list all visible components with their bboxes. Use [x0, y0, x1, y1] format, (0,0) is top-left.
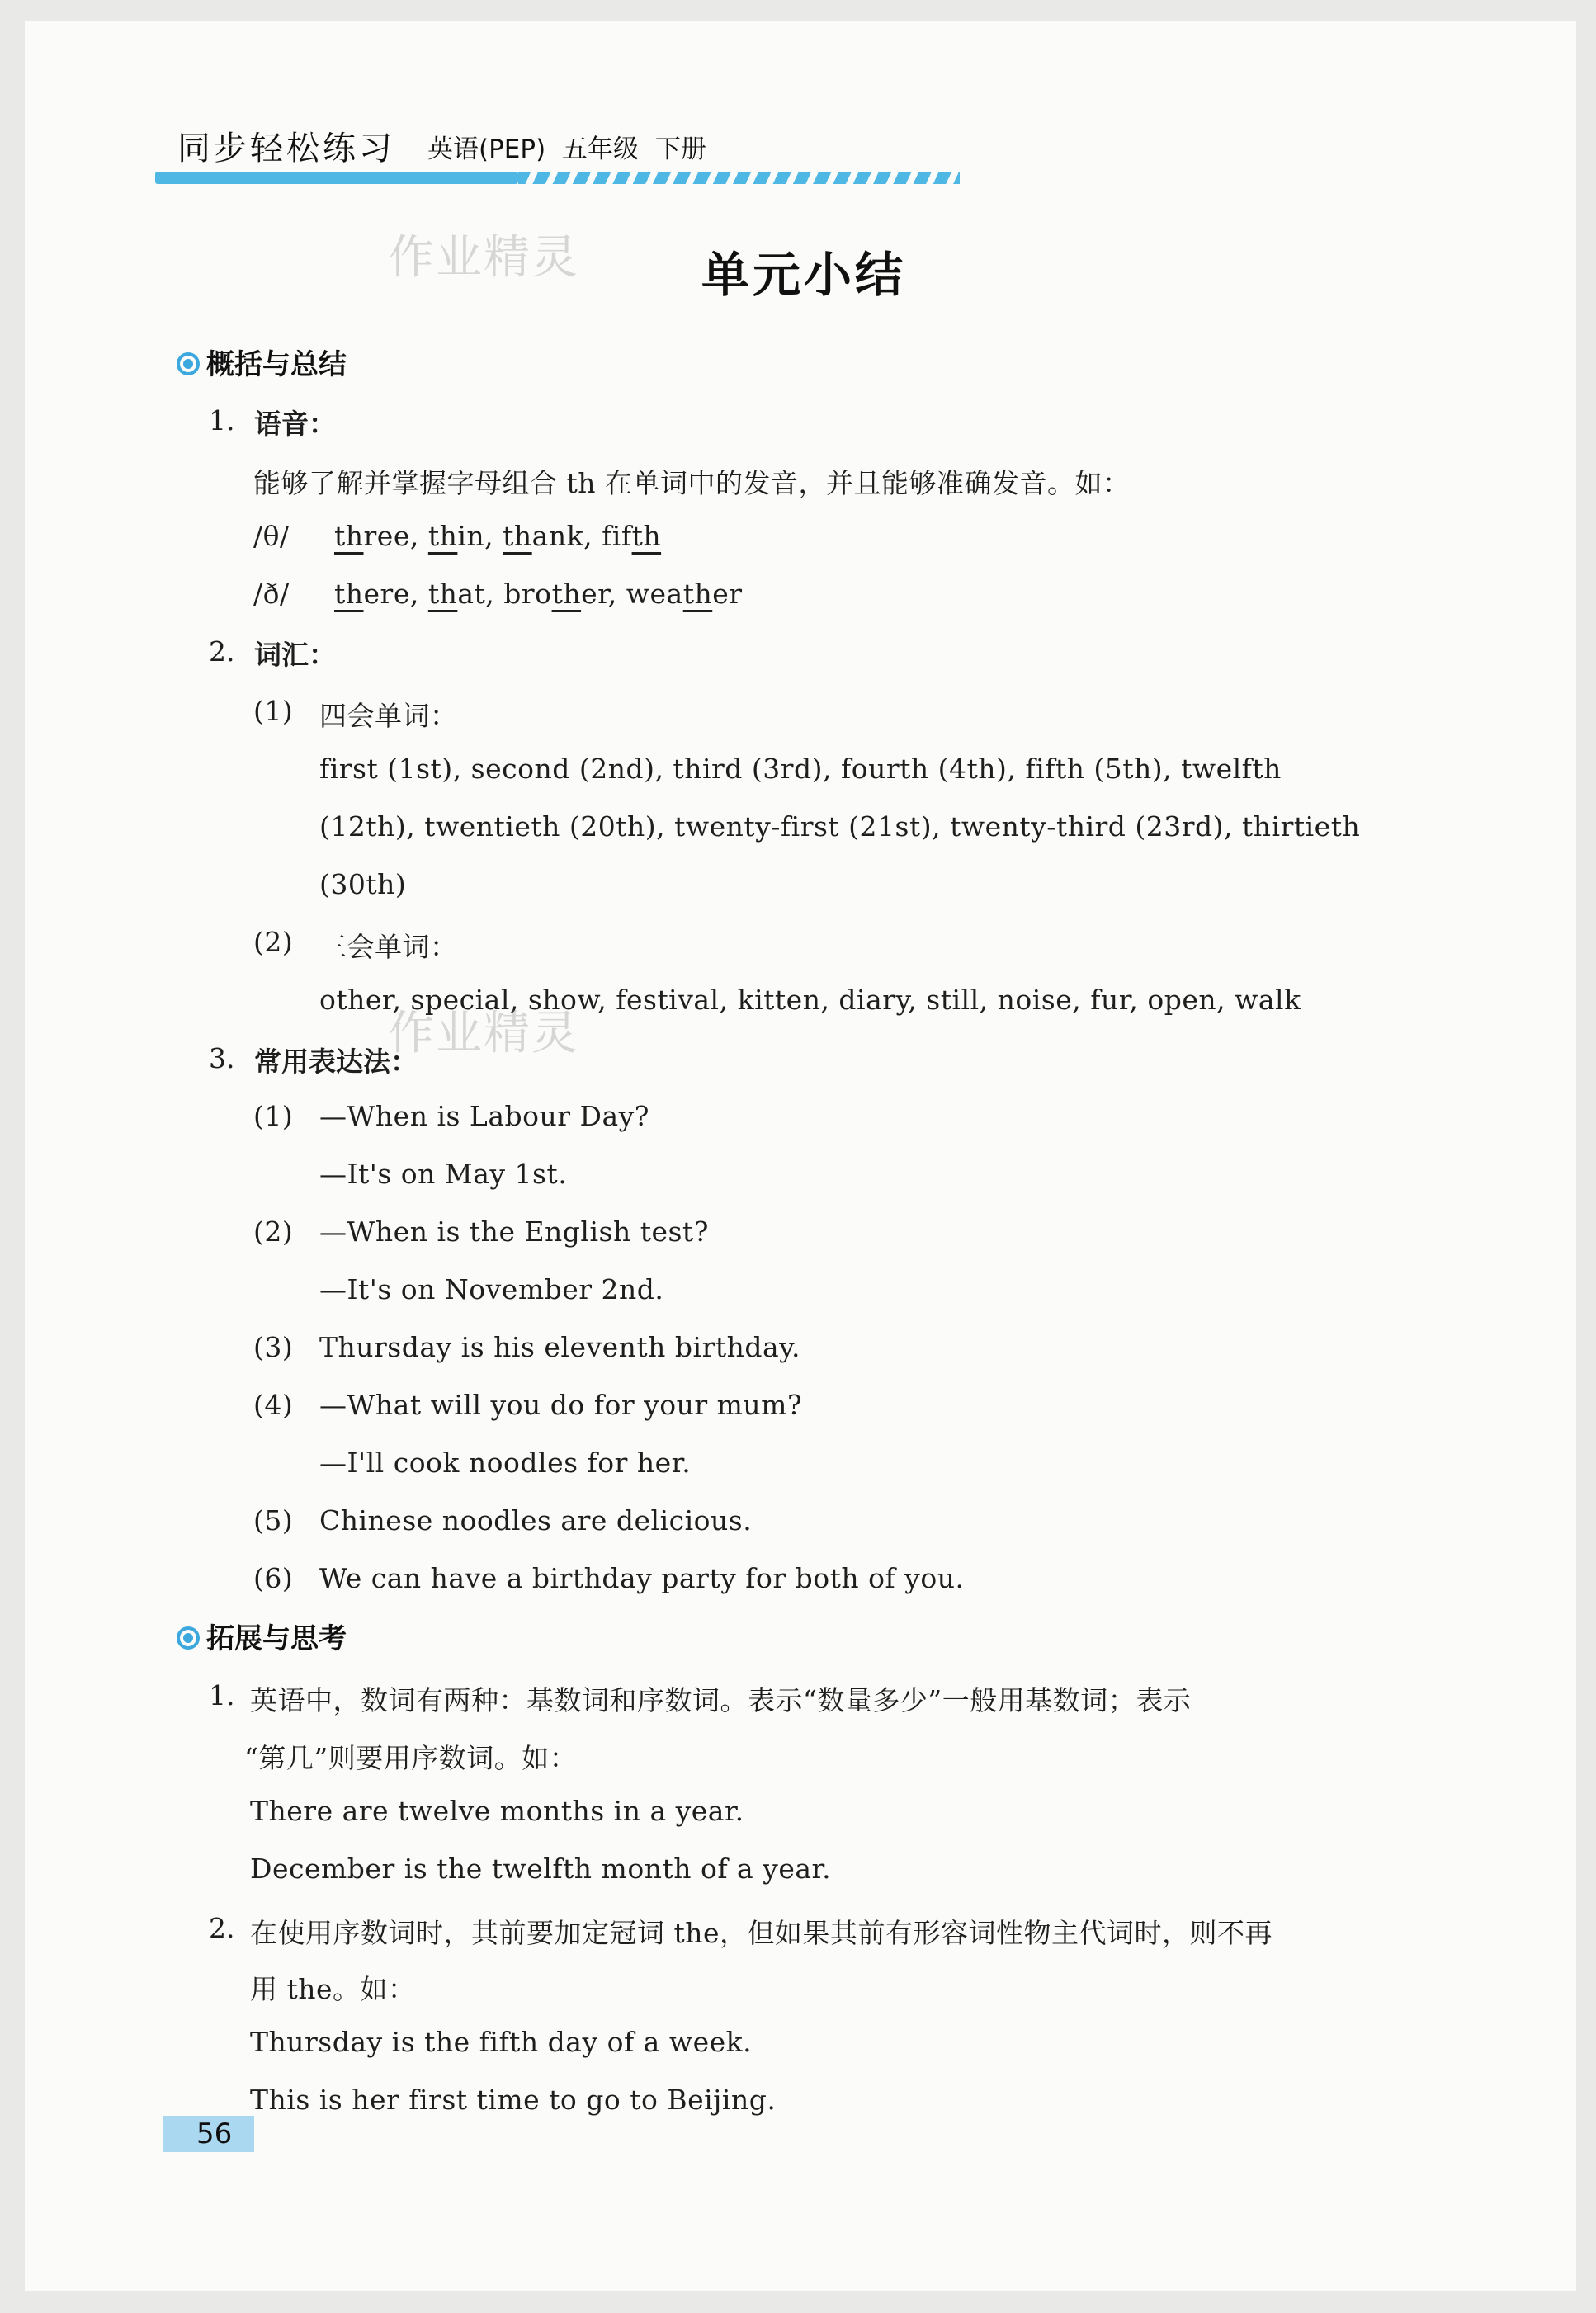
sub-number: (1)	[253, 695, 294, 727]
watermark: 作业精灵	[388, 1007, 579, 1060]
sub-number: (6)	[253, 1562, 294, 1594]
vocab-line: (30th)	[319, 868, 407, 900]
note-text: 英语中，数词有两种：基数词和序数词。表示“数量多少”一般用基数词；表示	[250, 1684, 1192, 1716]
example-sentence: There are twelve months in a year.	[250, 1795, 744, 1827]
sub-number: (2)	[253, 926, 294, 958]
circle-bullet-icon	[177, 1626, 200, 1650]
expression-line: We can have a birthday party for both of you.	[319, 1562, 965, 1594]
expression-line: —It's on May 1st.	[319, 1158, 568, 1190]
sub-number: (1)	[253, 1100, 294, 1132]
watermark: 作业精灵	[388, 231, 579, 285]
eth-word: weather	[626, 578, 743, 610]
expression-line: —I'll cook noodles for her.	[319, 1447, 692, 1479]
example-sentence: Thursday is the fifth day of a week.	[250, 2026, 753, 2058]
item-number: 2.	[209, 1912, 235, 1944]
section-heading-extension: 拓展与思考	[177, 1616, 347, 1656]
series-title: 同步轻松练习	[177, 130, 395, 168]
phonetic-theta: /θ/	[253, 520, 290, 552]
header-bar-dashes	[518, 172, 960, 184]
phonics-description: 能够了解并掌握字母组合 th 在单词中的发音，并且能够准确发音。如：	[253, 467, 1131, 499]
section-heading-summary: 概括与总结	[177, 342, 347, 382]
theta-words: three, thin, thank, fifth	[334, 520, 662, 552]
page-title: 单元小结	[701, 247, 907, 303]
eth-word: brother	[503, 578, 608, 610]
sub-number: (5)	[253, 1504, 294, 1536]
vocab-line: first (1st), second (2nd), third (3rd), fourth (4th), fifth (5th), twelfth	[319, 753, 1282, 785]
vocab-line: other, special, show, festival, kitten, diary, still, noise, fur, open, walk	[319, 984, 1301, 1016]
phonetic-eth: /ð/	[253, 578, 290, 610]
note-text: 在使用序数词时，其前要加定冠词 the，但如果其前有形容词性物主代词时，则不再	[250, 1917, 1273, 1949]
theta-word: thin	[427, 520, 485, 552]
expression-line: —What will you do for your mum?	[319, 1389, 803, 1421]
vocab-line: (12th), twentieth (20th), twenty-first (21st), twenty-third (23rd), thirtieth	[319, 810, 1361, 843]
note-text: “第几”则要用序数词。如：	[244, 1742, 578, 1774]
item-label-phonics: 语音：	[254, 408, 336, 440]
expression-line: Thursday is his eleventh birthday.	[319, 1331, 800, 1363]
expression-line: —It's on November 2nd.	[319, 1273, 664, 1305]
circle-bullet-icon	[177, 352, 200, 375]
sub-number: (4)	[253, 1389, 294, 1421]
sub-label-four-skill-words: 四会单词：	[319, 700, 458, 732]
item-number: 2.	[209, 635, 235, 668]
theta-word: three	[334, 520, 410, 552]
example-sentence: This is her first time to go to Beijing.	[250, 2084, 777, 2116]
sub-number: (2)	[253, 1216, 294, 1248]
note-text: 用 the。如：	[250, 1973, 416, 2005]
header-bar	[155, 172, 518, 184]
item-number: 3.	[209, 1042, 235, 1074]
expression-line: —When is Labour Day?	[319, 1100, 649, 1132]
example-sentence: December is the twelfth month of a year.	[250, 1853, 832, 1885]
theta-word: fifth	[602, 520, 662, 552]
eth-words: there, that, brother, weather	[334, 578, 743, 610]
sub-number: (3)	[253, 1331, 294, 1363]
sub-label-three-skill-words: 三会单词：	[319, 931, 458, 963]
page-number: 56	[196, 2117, 233, 2150]
item-number: 1.	[209, 404, 235, 437]
expression-line: —When is the English test?	[319, 1216, 709, 1248]
eth-word: there	[334, 578, 410, 610]
theta-word: thank	[503, 520, 584, 552]
item-label-vocabulary: 词汇：	[254, 639, 336, 671]
item-label-expressions: 常用表达法：	[254, 1046, 418, 1078]
eth-word: that	[427, 578, 486, 610]
subject-label: 英语(PEP) 五年级 下册	[427, 135, 706, 164]
expression-line: Chinese noodles are delicious.	[319, 1504, 753, 1536]
item-number: 1.	[209, 1679, 235, 1711]
